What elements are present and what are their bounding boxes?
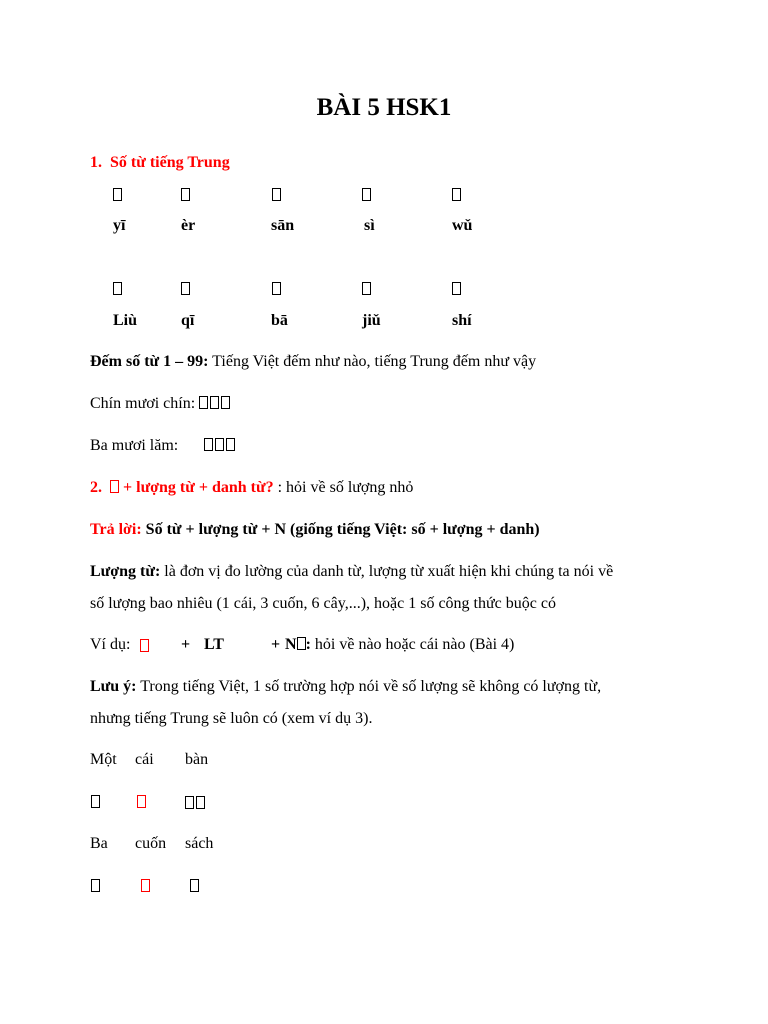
char-box: [210, 396, 219, 409]
measure-text-1: là đơn vị đo lường của danh từ, lượng từ xuất hiện khi chúng ta nói về: [160, 563, 614, 580]
note-line-1: [90, 678, 601, 696]
char-group: [204, 437, 235, 454]
char-box: [113, 282, 122, 295]
lt-label: LT: [204, 636, 224, 653]
note-text-1: Trong tiếng Việt, 1 số trường hợp nói về số lượng sẽ không có lượng từ,: [136, 678, 602, 695]
section-2-text: : hỏi về số lượng nhỏ: [273, 479, 414, 496]
pinyin: èr: [181, 217, 196, 234]
pinyin: Liù: [113, 312, 138, 329]
section-2-title: + lượng từ + danh từ?: [123, 479, 274, 496]
counting-text: Tiếng Việt đếm như nào, tiếng Trung đếm như vậy: [208, 353, 537, 370]
counting-label: Đếm số từ 1 – 99:: [90, 353, 209, 370]
example-thirty-five: [90, 437, 235, 455]
char-box: [297, 637, 306, 650]
answer-text: Số từ + lượng từ + N (giống tiếng Việt: số + lượng + danh): [141, 521, 540, 538]
char-box: [452, 282, 461, 295]
page-title: BÀI 5 HSK1: [316, 94, 452, 121]
char-box: [196, 796, 205, 809]
char-box: [272, 282, 281, 295]
note-label: Lưu ý:: [90, 678, 137, 695]
measure-word-line-1: [90, 563, 613, 581]
answer-label: Trả lời:: [90, 521, 142, 538]
example-formula-end: N : hỏi về nào hoặc cái nào (Bài 4): [285, 636, 515, 653]
pinyin: wǔ: [452, 217, 473, 234]
note-line-2: nhưng tiếng Trung sẽ luôn có (xem ví dụ 3).: [90, 710, 373, 727]
pinyin: bā: [271, 312, 288, 329]
measure-label: Lượng từ:: [90, 563, 161, 580]
pinyin: jiǔ: [362, 312, 381, 329]
char-box: [110, 480, 119, 493]
section-2-heading: [90, 479, 413, 497]
char-box: [181, 188, 190, 201]
example-ninety-nine: [90, 395, 230, 413]
char-group: [185, 795, 205, 813]
char-box: [91, 795, 100, 808]
example-label: Ví dụ:: [90, 636, 131, 653]
char-box: [91, 879, 100, 892]
section-1-heading: [90, 154, 230, 172]
pinyin: qī: [181, 312, 195, 329]
measure-word-line-2: số lượng bao nhiêu (1 cái, 3 cuốn, 6 cây,...), hoặc 1 số công thức buộc có: [90, 595, 556, 612]
example-a-word: cái: [135, 751, 154, 768]
char-box: [204, 438, 213, 451]
example-b-word: Ba: [90, 835, 108, 852]
char-box: [362, 282, 371, 295]
section-1-title: Số từ tiếng Trung: [110, 154, 230, 171]
char-box: [141, 879, 150, 892]
pinyin: yī: [113, 217, 126, 234]
char-box: [181, 282, 190, 295]
pinyin: shí: [452, 312, 472, 329]
plus-sign: +: [271, 636, 281, 653]
char-box: [362, 188, 371, 201]
example-label: Chín mươi chín:: [90, 395, 196, 412]
char-box: [113, 188, 122, 201]
answer-paragraph: [90, 521, 540, 539]
section-1-number: 1.: [90, 154, 102, 171]
section-2-number: 2.: [90, 479, 102, 496]
char-box: [215, 438, 224, 451]
example-label: Ba mươi lăm:: [90, 437, 179, 454]
plus-sign: +: [181, 636, 191, 653]
char-box: [226, 438, 235, 451]
char-box: [140, 639, 149, 652]
example-text: hỏi về nào hoặc cái nào (Bài 4): [310, 636, 515, 653]
example-b-word: cuốn: [135, 835, 167, 852]
char-group: [199, 395, 230, 412]
char-box: [185, 796, 194, 809]
example-b-word: sách: [185, 835, 214, 852]
char-box: [452, 188, 461, 201]
example-a-word: bàn: [185, 751, 209, 768]
char-box: [272, 188, 281, 201]
char-box: [199, 396, 208, 409]
char-box: [190, 879, 199, 892]
pinyin: sān: [271, 217, 295, 234]
char-box: [137, 795, 146, 808]
pinyin: sì: [364, 217, 375, 234]
char-box: [221, 396, 230, 409]
example-a-word: Một: [90, 751, 117, 768]
counting-paragraph: [90, 353, 536, 371]
